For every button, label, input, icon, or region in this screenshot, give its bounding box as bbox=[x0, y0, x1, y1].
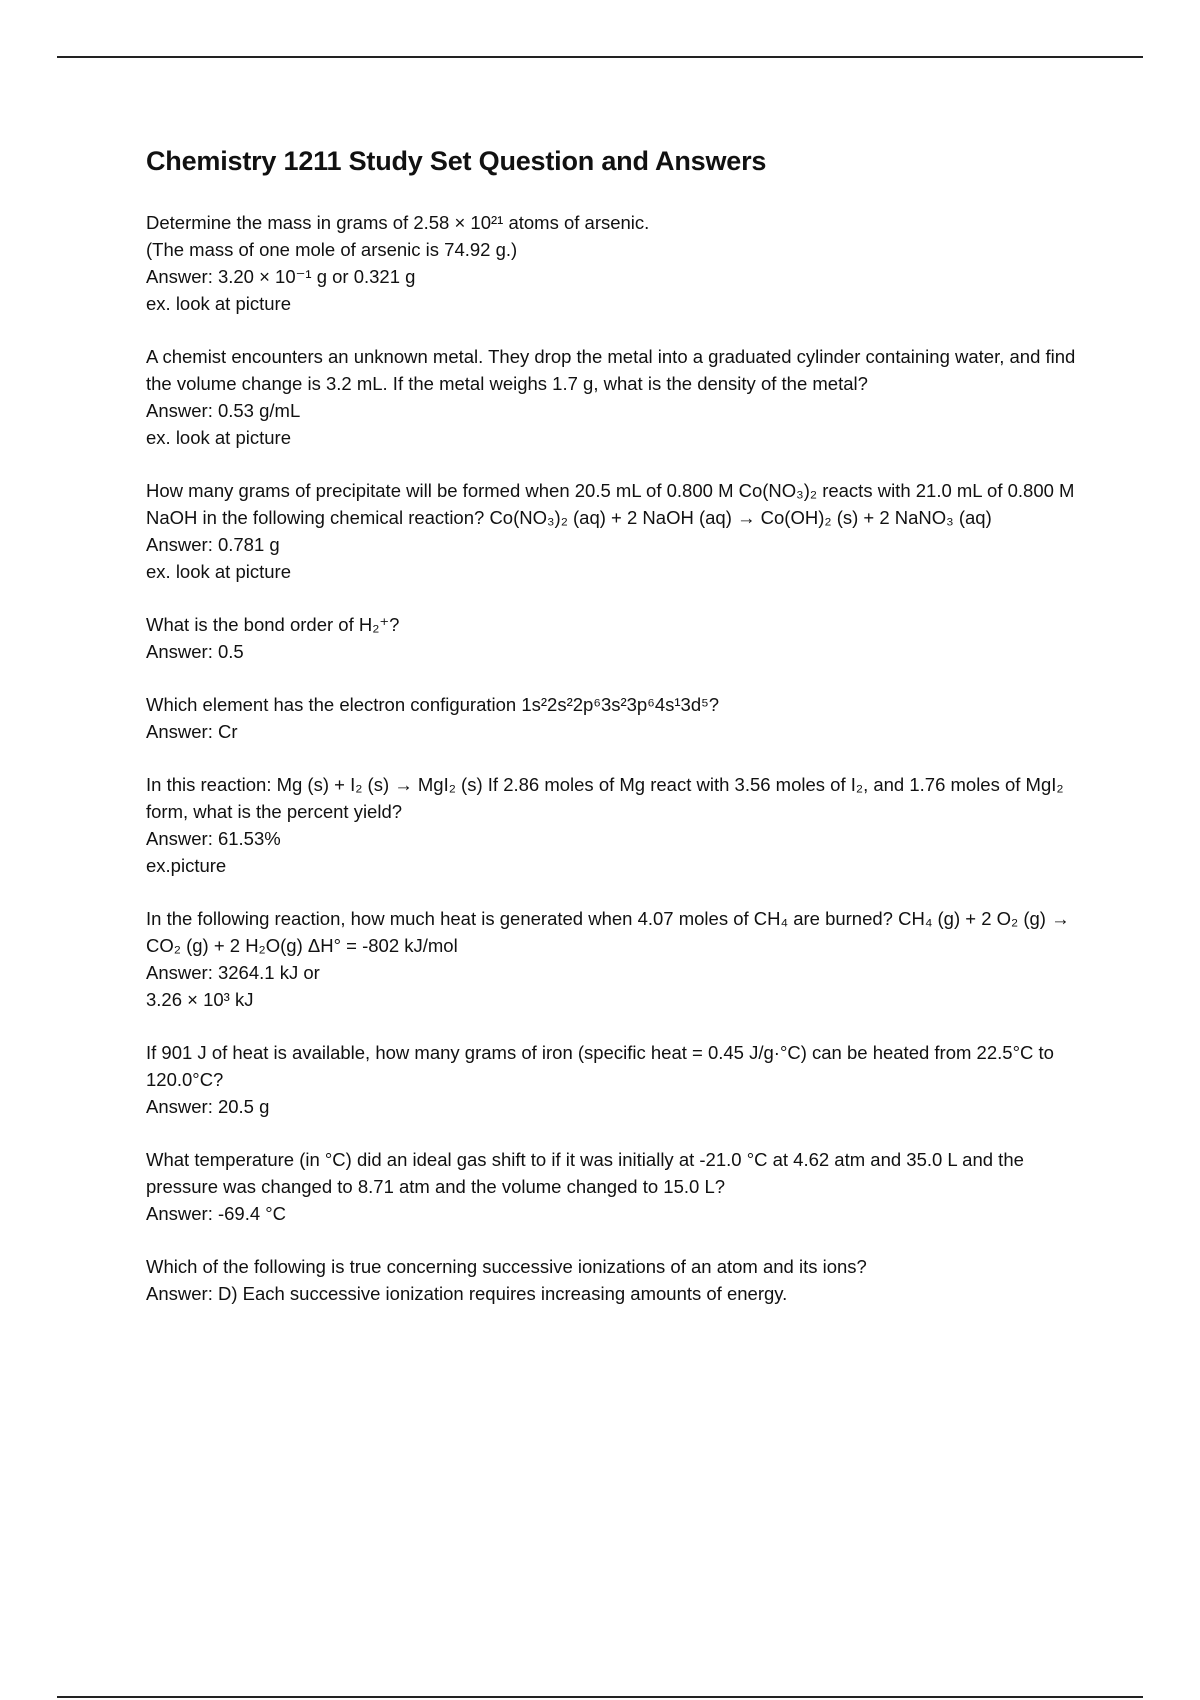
answer-text: Answer: 0.781 g bbox=[146, 533, 280, 555]
question-text: Which element has the electron configuration 1s²2s²2p⁶3s²3p⁶4s¹3d⁵? bbox=[146, 693, 720, 715]
qa-item-2 bbox=[146, 343, 1096, 451]
answer-text: Answer: -69.4 °C bbox=[146, 1202, 287, 1224]
answer-text: Answer: Cr bbox=[146, 720, 238, 742]
answer-text: Answer: 3.20 × 10⁻¹ g or 0.321 g bbox=[146, 265, 416, 287]
qa-item-5 bbox=[146, 691, 1096, 745]
answer-text: Answer: D) Each successive ionization requires increasing amounts of energy. bbox=[146, 1282, 788, 1304]
answer-text: Answer: 0.53 g/mL bbox=[146, 399, 301, 421]
question-text: What temperature (in °C) did an ideal gas shift to if it was initially at -21.0 °C at 4.62 atm and 35.0 L and the pressure was changed to 8.71 atm and the volume changed to 15.0 L? bbox=[146, 1148, 1024, 1197]
question-text: What is the bond order of H₂⁺? bbox=[146, 613, 400, 635]
document-body bbox=[146, 145, 1096, 1333]
question-text: Which of the following is true concerning successive ionizations of an atom and its ions? bbox=[146, 1255, 867, 1277]
qa-item-9 bbox=[146, 1146, 1096, 1227]
example-note: ex. look at picture bbox=[146, 560, 291, 582]
answer-text-continued: 3.26 × 10³ kJ bbox=[146, 988, 254, 1010]
question-text: If 901 J of heat is available, how many grams of iron (specific heat = 0.45 J/g·°C) can be heated from 22.5°C to 120.0°C? bbox=[146, 1041, 1054, 1090]
question-note: (The mass of one mole of arsenic is 74.92 g.) bbox=[146, 238, 518, 260]
answer-text: Answer: 0.5 bbox=[146, 640, 244, 662]
question-text: In the following reaction, how much heat is generated when 4.07 moles of CH₄ are burned? CH₄ (g) + 2 O₂ (g) → CO₂ (g) + 2 H₂O(g) ΔH° = -802 kJ/mol bbox=[146, 907, 1070, 956]
answer-text: Answer: 20.5 g bbox=[146, 1095, 270, 1117]
qa-item-8 bbox=[146, 1039, 1096, 1120]
answer-text: Answer: 61.53% bbox=[146, 827, 281, 849]
question-text: A chemist encounters an unknown metal. They drop the metal into a graduated cylinder containing water, and find the volume change is 3.2 mL. If the metal weighs 1.7 g, what is the density of the metal? bbox=[146, 345, 1076, 394]
question-text: Determine the mass in grams of 2.58 × 10²¹ atoms of arsenic. bbox=[146, 211, 650, 233]
footer-rule bbox=[57, 1696, 1143, 1698]
qa-item-7 bbox=[146, 905, 1096, 1013]
qa-item-6 bbox=[146, 771, 1096, 879]
qa-item-3 bbox=[146, 477, 1096, 585]
example-note: ex. look at picture bbox=[146, 426, 291, 448]
qa-item-4 bbox=[146, 611, 1096, 665]
question-text: How many grams of precipitate will be formed when 20.5 mL of 0.800 M Co(NO₃)₂ reacts with 21.0 mL of 0.800 M NaOH in the following chemical reaction? Co(NO₃)₂ (aq) + 2 NaOH (aq) → Co(OH)₂ (s) + 2 NaNO₃ (aq) bbox=[146, 479, 1075, 528]
qa-item-1 bbox=[146, 209, 1096, 317]
example-note: ex. look at picture bbox=[146, 292, 291, 314]
example-note: ex.picture bbox=[146, 854, 227, 876]
qa-item-10 bbox=[146, 1253, 1096, 1307]
answer-text: Answer: 3264.1 kJ or bbox=[146, 961, 320, 983]
header-rule bbox=[57, 56, 1143, 58]
question-text: In this reaction: Mg (s) + I₂ (s) → MgI₂ (s) If 2.86 moles of Mg react with 3.56 moles of I₂, and 1.76 moles of MgI₂ form, what is the percent yield? bbox=[146, 773, 1064, 822]
document-title: Chemistry 1211 Study Set Question and Answers bbox=[146, 146, 767, 176]
